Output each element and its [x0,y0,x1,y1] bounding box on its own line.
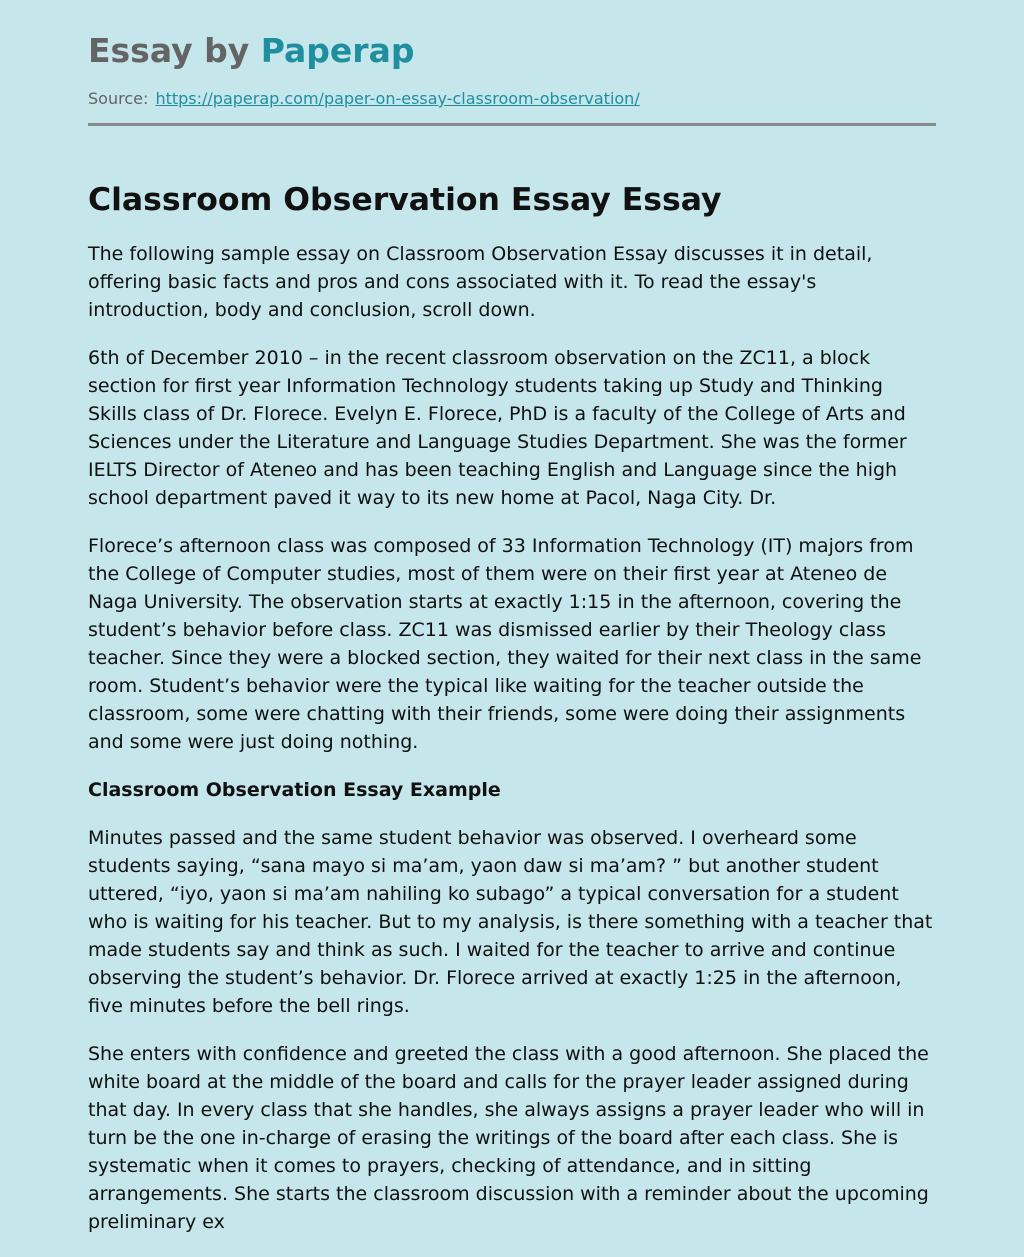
body-paragraph: Minutes passed and the same student behavior was observed. I overheard some students saying, “sana mayo si ma’am, yaon daw si ma’am? ” but another student uttered, “iyo, yaon si ma’am nahiling ko subago” a typical conversation for a student who is waiting for his teacher. But to my analysis, is there something with a teacher that made students say and think as such. I waited for the teacher to arrive and continue observing the student’s behavior. Dr. Florece arrived at exactly 1:25 in the afternoon, five minutes before the bell rings. [88,827,933,1017]
section-heading: Classroom Observation Essay Example [88,779,501,801]
body-paragraph: She enters with confidence and greeted the class with a good afternoon. She placed the white board at the middle of the board and calls for the prayer leader assigned during that day. In every class that she handles, she always assigns a prayer leader who will in turn be the one in-charge of erasing the writings of the board after each class. She is systematic when it comes to prayers, checking of attendance, and in sitting arrangements. She starts the classroom discussion with a reminder about the upcoming preliminary ex [88,1043,929,1233]
body-paragraph: Florece’s afternoon class was composed of 33 Information Technology (IT) majors from the College of Computer studies, most of them were on their first year at Ateneo de Naga University. The observation starts at exactly 1:15 in the afternoon, covering the student’s behavior before class. ZC11 was dismissed earlier by their Theology class teacher. Since they were a blocked section, they waited for their next class in the same room. Student’s behavior were the typical like waiting for the teacher outside the classroom, some were chatting with their friends, some were doing their assignments and some were just doing nothing. [88,535,922,753]
brand-prefix: Essay by [88,31,250,70]
brand-name: Paperap [260,31,415,70]
essay-body [88,240,936,1256]
site-brand[interactable] [88,30,414,72]
source-label: Source: [88,89,149,108]
header-divider [88,123,936,126]
page-title: Classroom Observation Essay Essay [88,182,722,218]
body-paragraph: 6th of December 2010 – in the recent classroom observation on the ZC11, a block section for first year Information Technology students taking up Study and Thinking Skills class of Dr. Florece. Evelyn E. Florece, PhD is a faculty of the College of Arts and Sciences under the Literature and Language Studies Department. She was the former IELTS Director of Ateneo and has been teaching English and Language since the high school department paved it way to its new home at Pacol, Naga City. Dr. [88,347,907,509]
source-line [88,89,640,109]
source-link[interactable]: https://paperap.com/paper-on-essay-classroom-observation/ [155,89,640,108]
intro-paragraph: The following sample essay on Classroom Observation Essay discusses it in detail, offering basic facts and pros and cons associated with it. To read the essay's introduction, body and conclusion, scroll down. [88,243,873,321]
